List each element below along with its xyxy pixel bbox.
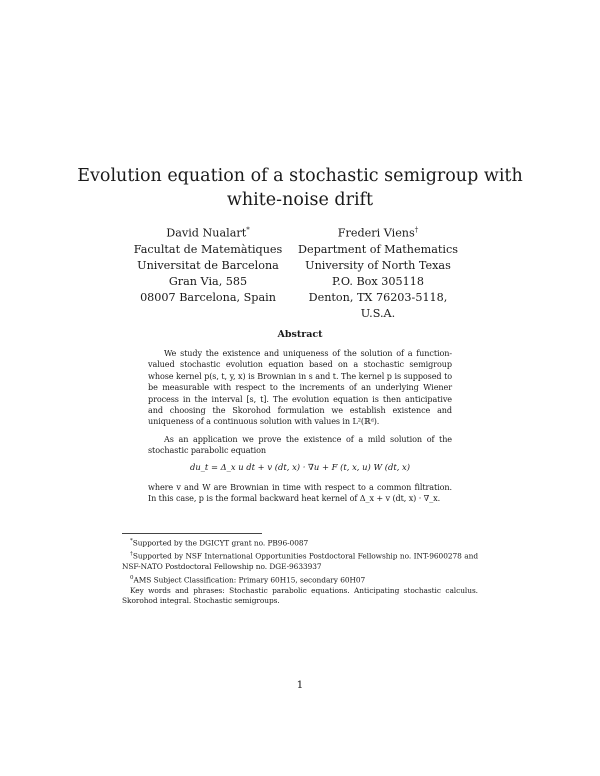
affiliation-line: P.O. Box 305118 xyxy=(332,274,424,288)
footnote xyxy=(122,573,478,586)
author-block-2 xyxy=(292,222,464,322)
footnotes xyxy=(122,536,478,607)
footnote-text: Supported by NSF International Opportunities Postdoctoral Fellowship no. INT-9600278 and NSF-NATO Postdoctoral Fellowship no. DGE-9633937 xyxy=(122,551,478,572)
title-line-2: white-noise drift xyxy=(226,190,374,210)
abstract-paragraph-1: We study the existence and uniqueness of the solution of a function-valued stochastic evolution equation based on a stochastic semigroup whose kernel p(s, t, y, x) is Brownian in s and t. The kernel p is supposed to be measurable with respect to the increments of an underlying Wiener process in the interval [s, t]. The evolution equation is then anticipative and choosing the Skorohod formulation we establish existence and uniqueness of a continuous solution with values in L²(ℝᵈ). xyxy=(148,348,452,427)
abstract-paragraph-2: As an application we prove the existence of a mild solution of the stochastic parabolic equation xyxy=(148,434,452,456)
keywords xyxy=(122,586,478,607)
author-footnote-mark: * xyxy=(246,226,250,234)
display-equation: du_t = Δ_x u dt + v (dt, x) · ∇u + F (t, x, u) W (dt, x) xyxy=(189,462,411,472)
footnote-text: Supported by the DGICYT grant no. PB96-0087 xyxy=(132,538,309,548)
author-name: Frederi Viens xyxy=(337,226,415,240)
title-line-1: Evolution equation of a stochastic semigroup with xyxy=(77,166,523,186)
author-block-1 xyxy=(118,222,298,306)
footnote xyxy=(122,536,478,549)
author-name-line xyxy=(118,222,298,242)
affiliation-line: University of North Texas xyxy=(305,258,451,272)
author-footnote-mark: † xyxy=(414,226,419,234)
footnote-mark: † xyxy=(130,551,133,558)
author-name: David Nualart xyxy=(166,226,247,240)
affiliation-line: Denton, TX 76203-5118, U.S.A. xyxy=(308,290,448,320)
abstract-heading: Abstract xyxy=(277,329,323,340)
footnote-mark: 0 xyxy=(130,574,134,581)
page-number: 1 xyxy=(296,679,304,691)
abstract-paragraph-3: where v and W are Brownian in time with respect to a common filtration. In this case, p is the formal backward heat kernel of Δ_x + v (dt, x) · ∇_x. xyxy=(148,482,452,504)
affiliation-line: Facultat de Matemàtiques xyxy=(133,242,283,256)
footnote-text: Key words and phrases: Stochastic parabolic equations. Anticipating stochastic calculus. Skorohod integral. Stochastic semigroups. xyxy=(122,585,478,606)
author-name-line xyxy=(292,222,464,242)
footnote xyxy=(122,549,478,573)
footnote-rule xyxy=(122,533,262,534)
footnote-mark: * xyxy=(130,538,133,544)
affiliation-line: 08007 Barcelona, Spain xyxy=(140,290,276,304)
footnote-text: AMS Subject Classification: Primary 60H15, secondary 60H07 xyxy=(133,575,366,585)
paper-title xyxy=(0,164,600,212)
affiliation-line: Department of Mathematics xyxy=(298,242,458,256)
affiliation-line: Universitat de Barcelona xyxy=(137,258,279,272)
affiliation-line: Gran Via, 585 xyxy=(168,274,248,288)
